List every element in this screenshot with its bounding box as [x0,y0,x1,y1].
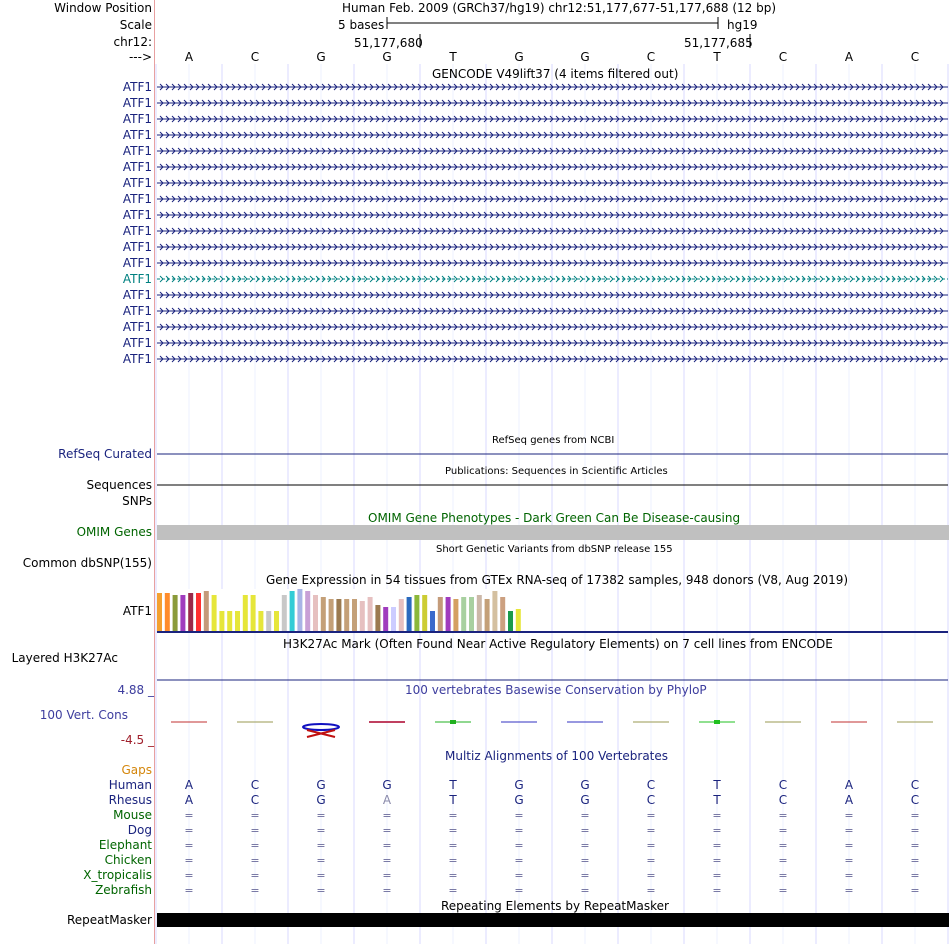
alignment-base: = [646,809,656,822]
alignment-base: = [250,884,260,897]
gtex-bar [196,593,201,631]
gencode-item-label[interactable]: ATF1 [122,80,152,94]
publications-track-title[interactable]: Publications: Sequences in Scientific Articles [445,466,668,477]
alignment-base: = [316,839,326,852]
alignment-base: A [382,793,392,807]
alignment-base: T [449,778,457,792]
scale-db-text: hg19 [727,18,758,32]
gtex-bar [266,611,271,631]
species-label-mouse[interactable]: Mouse [113,808,152,822]
alignment-base: G [382,778,392,792]
gencode-item-label[interactable]: ATF1 [122,272,152,286]
alignment-base: = [646,869,656,882]
alignment-base: C [250,793,260,807]
alignment-base: T [713,778,721,792]
gtex-bar [165,593,170,631]
conservation-track-label[interactable]: 100 Vert. Cons [39,708,128,722]
base-2: G [316,50,326,64]
alignment-base: = [778,884,788,897]
alignment-base: = [514,884,524,897]
alignment-base: = [316,854,326,867]
alignment-base: = [778,869,788,882]
species-label-rhesus[interactable]: Rhesus [108,793,152,807]
omim-track-title[interactable]: OMIM Gene Phenotypes - Dark Green Can Be Disease-causing [368,511,741,525]
base-9: C [778,50,788,64]
alignment-base: = [778,824,788,837]
alignment-base: C [646,778,656,792]
alignment-base: = [844,809,854,822]
alignment-base: = [580,884,590,897]
gtex-bar [157,593,162,631]
gtex-bar [235,611,240,631]
alignment-base: G [316,778,326,792]
omim-track-label[interactable]: OMIM Genes [76,525,152,539]
conservation-track-title[interactable]: 100 vertebrates Basewise Conservation by PhyloP [405,683,707,697]
gtex-bar [204,591,209,631]
gtex-bar [391,607,396,631]
alignment-base: = [514,869,524,882]
publications-label-sequences[interactable]: Sequences [86,478,152,492]
alignment-base: = [514,839,524,852]
alignment-base: = [382,824,392,837]
base-6: G [580,50,590,64]
alignment-base: = [382,854,392,867]
repeatmasker-bar [157,913,949,927]
gtex-track-title[interactable]: Gene Expression in 54 tissues from GTEx RNA-seq of 17382 samples, 948 donors (V8, Aug 2019) [266,573,849,587]
gtex-bar [383,607,388,631]
assembly-position-text: Human Feb. 2009 (GRCh37/hg19) chr12:51,177,677-51,177,688 (12 bp) [342,1,777,15]
window-position-label: Window Position [54,1,152,15]
gtex-bar [188,593,193,631]
alignment-base: = [382,809,392,822]
gtex-bar [321,597,326,631]
alignment-base: A [184,793,194,807]
alignment-base: = [250,854,260,867]
coordinate-left: 51,177,680 [354,36,423,50]
gtex-bar [500,597,505,631]
gtex-bar [227,611,232,631]
gtex-bar [508,611,513,631]
gencode-item-label[interactable]: ATF1 [122,112,152,126]
alignment-base: = [712,839,722,852]
gencode-item-label[interactable]: ATF1 [122,160,152,174]
gtex-bar [469,597,474,631]
gtex-bar [399,599,404,631]
alignment-base: = [514,809,524,822]
alignment-base: = [844,824,854,837]
strand-arrow-label[interactable]: ---> [128,50,152,64]
gtex-track-label[interactable]: ATF1 [122,604,152,618]
alignment-base: = [910,869,920,882]
coordinate-right: 51,177,685 [684,36,753,50]
gencode-item-label[interactable]: ATF1 [122,224,152,238]
species-label-x_tropicalis[interactable]: X_tropicalis [83,868,152,882]
alignment-base: = [580,869,590,882]
gtex-bar [212,595,217,631]
gtex-bar [297,589,302,631]
scale-label: Scale [119,18,152,32]
gtex-bar [461,597,466,631]
alignment-base: = [712,854,722,867]
scale-bases-text: 5 bases [338,18,385,32]
alignment-base: = [712,869,722,882]
alignment-base: = [184,839,194,852]
alignment-base: T [449,793,457,807]
gaps-label[interactable]: Gaps [121,763,152,777]
alignment-base: = [250,869,260,882]
gtex-bar [290,591,295,631]
omim-bar [157,525,949,540]
gencode-item-label[interactable]: ATF1 [122,192,152,206]
gencode-item-label[interactable]: ATF1 [122,256,152,270]
multiz-track-title[interactable]: Multiz Alignments of 100 Vertebrates [445,749,669,763]
alignment-base: C [778,778,788,792]
gtex-bar [430,611,435,631]
alignment-base: = [712,809,722,822]
gtex-bar [258,611,263,631]
dbsnp-track-title[interactable]: Short Genetic Variants from dbSNP release 155 [436,544,673,555]
alignment-base: = [184,824,194,837]
alignment-base: C [646,793,656,807]
gencode-item-label[interactable]: ATF1 [122,288,152,302]
gtex-bar [336,599,341,631]
gtex-bar [414,595,419,631]
conservation-min-value: -4.5 _ [120,733,154,747]
alignment-base: = [316,884,326,897]
alignment-base: = [712,824,722,837]
alignment-base: = [580,839,590,852]
gtex-bar [375,605,380,631]
dbsnp-track-label[interactable]: Common dbSNP(155) [22,556,152,570]
species-label-dog[interactable]: Dog [127,823,152,837]
gencode-item-label[interactable]: ATF1 [122,304,152,318]
gencode-item-label[interactable]: ATF1 [122,96,152,110]
conservation-peak [714,720,720,724]
alignment-base: = [448,809,458,822]
alignment-base: = [580,824,590,837]
base-7: C [646,50,656,64]
alignment-base: = [778,854,788,867]
conservation-max-value: 4.88 _ [117,683,154,697]
gtex-bar [438,597,443,631]
refseq-track-title[interactable]: RefSeq genes from NCBI [492,435,615,446]
alignment-base: = [184,854,194,867]
alignment-base: = [646,854,656,867]
gtex-bar [274,611,279,631]
alignment-base: = [646,839,656,852]
alignment-base: C [250,778,260,792]
alignment-base: = [250,809,260,822]
alignment-base: G [580,778,590,792]
alignment-base: = [184,809,194,822]
alignment-base: = [316,869,326,882]
alignment-base: = [778,809,788,822]
gencode-item-label[interactable]: ATF1 [122,336,152,350]
gencode-item-label[interactable]: ATF1 [122,128,152,142]
base-8: T [713,50,721,64]
gencode-track-title[interactable]: GENCODE V49lift37 (4 items filtered out) [432,67,679,81]
alignment-base: G [514,778,524,792]
alignment-base: G [514,793,524,807]
alignment-base: C [910,778,920,792]
base-11: C [910,50,920,64]
gtex-bar [407,597,412,631]
base-10: A [844,50,854,64]
gencode-item-label[interactable]: ATF1 [122,320,152,334]
gencode-item-label[interactable]: ATF1 [122,352,152,366]
gtex-bar [173,595,178,631]
chrom-label: chr12: [113,35,152,49]
alignment-base: A [844,778,854,792]
alignment-base: = [844,869,854,882]
alignment-base: = [844,884,854,897]
alignment-base: = [844,854,854,867]
alignment-base: = [448,824,458,837]
gencode-item-label[interactable]: ATF1 [122,176,152,190]
base-3: G [382,50,392,64]
gtex-bar [313,595,318,631]
alignment-base: G [316,793,326,807]
alignment-base: = [184,869,194,882]
gtex-bar [477,595,482,631]
species-label-zebrafish[interactable]: Zebrafish [95,883,152,897]
gencode-item-label[interactable]: ATF1 [122,208,152,222]
species-label-elephant[interactable]: Elephant [98,838,152,852]
alignment-base: = [448,839,458,852]
refseq-track-label[interactable]: RefSeq Curated [58,447,152,461]
species-label-human[interactable]: Human [108,778,152,792]
base-0: A [184,50,194,64]
gtex-bar [422,595,427,631]
gtex-bar [485,599,490,631]
alignment-base: = [382,839,392,852]
gencode-item-label[interactable]: ATF1 [122,240,152,254]
gtex-bar [344,599,349,631]
alignment-base: = [448,869,458,882]
alignment-base: = [250,824,260,837]
alignment-base: A [184,778,194,792]
gtex-bar [219,611,224,631]
alignment-base: = [910,809,920,822]
species-label-chicken[interactable]: Chicken [104,853,152,867]
alignment-base: = [514,824,524,837]
h3k27ac-track-title[interactable]: H3K27Ac Mark (Often Found Near Active Regulatory Elements) on 7 cell lines from ENCODE [283,637,833,651]
alignment-base: = [382,869,392,882]
alignment-base: G [580,793,590,807]
alignment-base: = [712,884,722,897]
conservation-peak [450,720,456,724]
repeatmasker-track-label[interactable]: RepeatMasker [66,913,152,927]
alignment-base: = [910,839,920,852]
alignment-base: = [910,854,920,867]
alignment-base: = [580,809,590,822]
alignment-base: = [910,884,920,897]
alignment-base: = [844,839,854,852]
gtex-bar [243,595,248,631]
alignment-base: = [910,824,920,837]
gtex-bar [251,595,256,631]
alignment-base: = [448,854,458,867]
alignment-base: C [910,793,920,807]
gtex-bar [360,601,365,631]
gtex-bar [282,595,287,631]
gtex-bar [492,591,497,631]
gtex-bar [329,599,334,631]
alignment-base: = [184,884,194,897]
base-5: G [514,50,524,64]
gtex-bar [305,591,310,631]
repeatmasker-track-title[interactable]: Repeating Elements by RepeatMasker [441,899,669,913]
gtex-bar [446,597,451,631]
alignment-base: T [713,793,721,807]
alignment-base: = [316,824,326,837]
alignment-base: = [448,884,458,897]
gtex-bar [516,609,521,631]
alignment-base: C [778,793,788,807]
gtex-bar [180,595,185,631]
publications-label-snps[interactable]: SNPs [122,494,152,508]
gtex-bar [368,597,373,631]
alignment-base: = [646,884,656,897]
alignment-base: = [580,854,590,867]
gencode-item-label[interactable]: ATF1 [122,144,152,158]
alignment-base: A [844,793,854,807]
alignment-base: = [514,854,524,867]
gtex-bar [352,599,357,631]
gtex-bar [453,599,458,631]
h3k27ac-track-label[interactable]: Layered H3K27Ac [11,651,118,665]
alignment-base: = [646,824,656,837]
alignment-base: = [316,809,326,822]
base-4: T [449,50,457,64]
alignment-base: = [382,884,392,897]
base-1: C [250,50,260,64]
alignment-base: = [778,839,788,852]
alignment-base: = [250,839,260,852]
